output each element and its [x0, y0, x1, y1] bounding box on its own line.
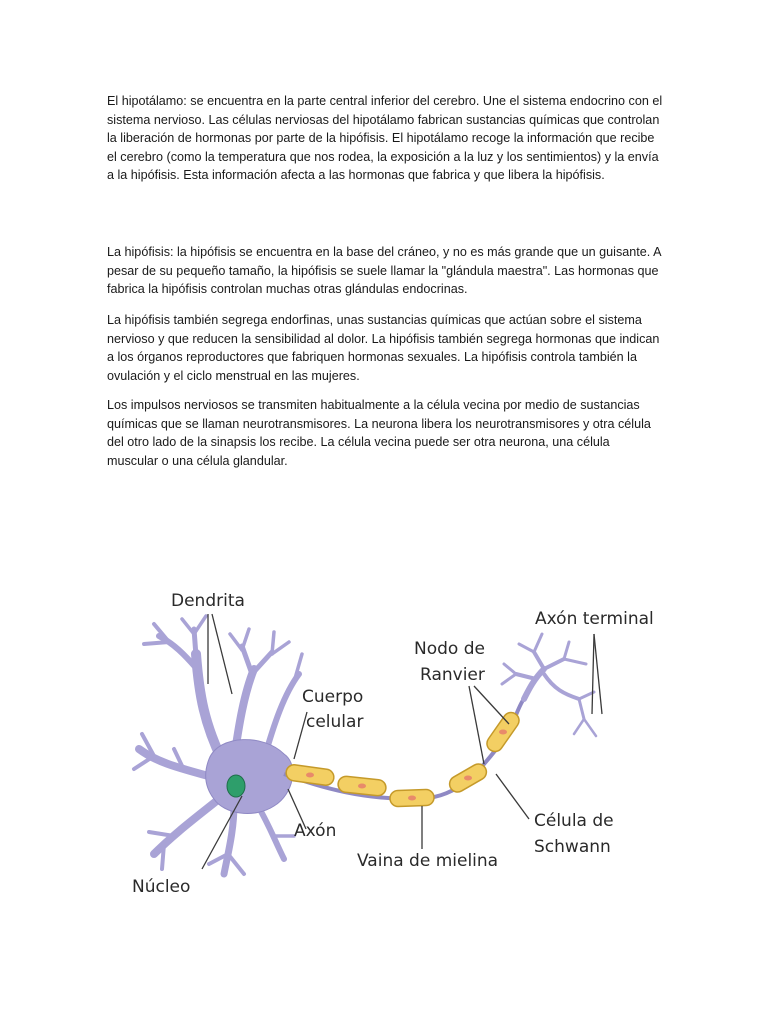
paragraph-hipofisis-endorfinas: La hipófisis también segrega endorfinas, unas sustancias químicas que actúan sobre el sistema nervioso y que reducen la sensibilidad al dolor. La hipófisis también segrega hormonas que indican a los órganos reproductores que fabriquen hormonas sexuales. La hipófisis controla también la ovulación y el ciclo menstrual en las mujeres. — [107, 313, 660, 383]
neuron-diagram-svg — [124, 574, 674, 904]
neuron-illustration — [134, 616, 596, 874]
dendrites — [134, 616, 302, 874]
paragraph-impulsos-nerviosos: Los impulsos nerviosos se transmiten habitualmente a la célula vecina por medio de sustancias químicas que se llaman neurotransmisores. La neurona libera los neurotransmisores y otra célula del otro lado de la sinapsis los recibe. La célula vecina puede ser otra neurona, una célula muscular o una célula glandular. — [107, 398, 651, 468]
cell-body — [206, 740, 293, 814]
label-cuerpo: Cuerpo — [302, 687, 364, 707]
label-celula-de: Célula de — [534, 811, 614, 831]
label-nodo-de: Nodo de — [414, 639, 485, 659]
label-axon-terminal: Axón terminal — [535, 609, 654, 629]
label-schwann: Schwann — [534, 837, 611, 857]
paragraph-hipofisis: La hipófisis: la hipófisis se encuentra en la base del cráneo, y no es más grande que un guisante. A pesar de su pequeño tamaño, la hipófisis se suele llamar la "glándula maestra". Las hormonas que fabrica la hipófisis controlan muchas otras glándulas endocrinas. — [107, 245, 661, 297]
label-vaina-de-mielina: Vaina de mielina — [357, 851, 499, 871]
label-celular: celular — [306, 712, 364, 732]
neuron-diagram — [124, 574, 674, 904]
label-nucleo: Núcleo — [132, 877, 191, 897]
paragraph-hipotalamo: El hipotálamo: se encuentra en la parte central inferior del cerebro. Une el sistema endocrino con el sistema nervioso. Las células nerviosas del hipotálamo fabrican sustancias químicas que controlan la liberación de hormonas por parte de la hipófisis. El hipotálamo recoge la información que recibe el cerebro (como la temperatura que nos rodea, la exposición a la luz y los sentimientos) y la envía a la hipófisis. Esta información afecta a las hormonas que fabrica y que libera la hipófisis. — [107, 94, 663, 183]
label-dendrita: Dendrita — [171, 591, 245, 611]
label-ranvier: Ranvier — [420, 665, 485, 685]
nucleus — [227, 775, 245, 797]
label-axon: Axón — [294, 821, 337, 841]
